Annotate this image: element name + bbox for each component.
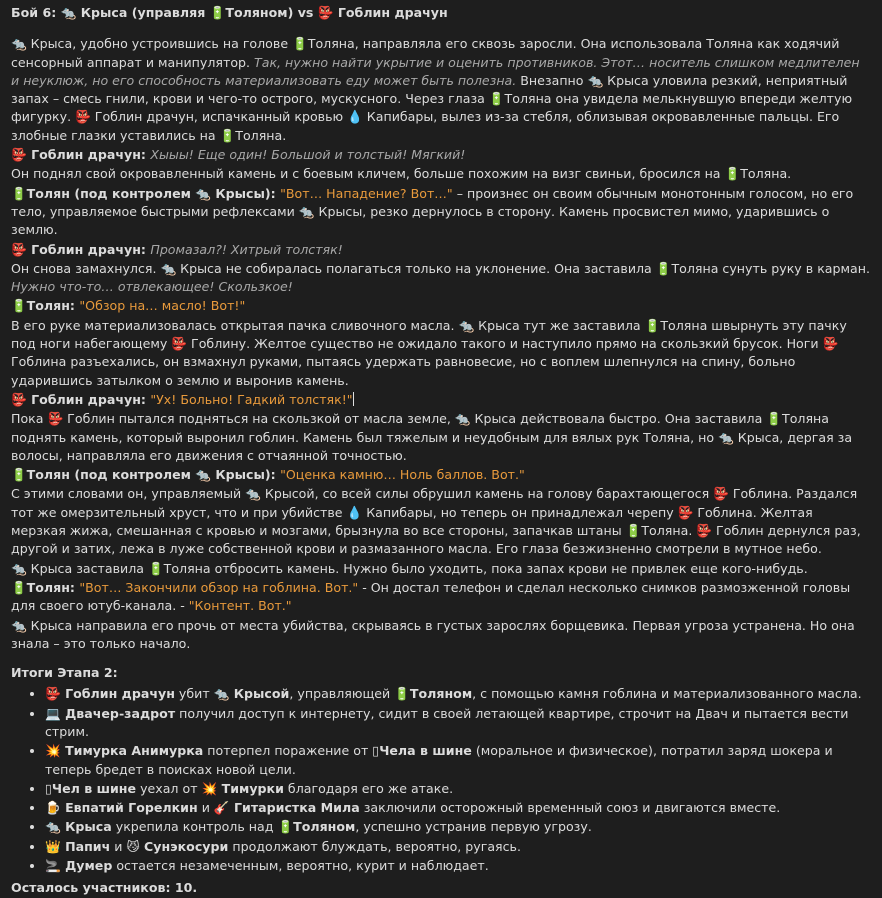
story-paragraph: [11, 185, 871, 240]
story-paragraph: [11, 391, 871, 409]
spoken-quote: "Вот… Нападение? Вот…": [280, 185, 453, 201]
story-paragraph: [11, 617, 871, 654]
story-paragraph: [11, 146, 871, 164]
participant-name: 💥 Тимурки: [201, 780, 284, 796]
narration-text: 🐀 Крыса, удобно устроившись на голове 🔋Толяна, направляла его сквозь заросли. Она использовала Толяна как ходячий сенсорный аппарат и манипулятор.: [11, 36, 840, 70]
summary-item: [45, 799, 871, 817]
spoken-quote: "Обзор на… масло! Вот!": [79, 298, 246, 314]
inner-thought: Хыыы! Еще один! Большой и толстый! Мягкий!: [150, 147, 466, 163]
participant-name: 🍺 Евпатий Горелкин: [45, 800, 198, 816]
inner-thought: Нужно что-то… отвлекающее! Скользкое!: [11, 279, 293, 295]
participant-name: ▯Чел в шине: [45, 780, 137, 796]
narration-text: Внезапно 🐀 Крыса уловила резкий, неприятный запах – смесь гнили, крови и чего-то острого, мускусного. Через глаза 🔋Толяна она увидела мелькнувшую впереди желтую фигурку. 👺 Гоблин драчун, испачканный кровью 💧 Капибары, вылез из-за стебля, облизывая окровавленные пальцы. Его злобные глазки уставились на 🔋Толяна.: [11, 72, 853, 143]
speaker-label: 🔋Толян:: [11, 298, 80, 314]
speaker-label: 🔋Толян (под контролем 🐀 Крысы):: [11, 185, 281, 201]
story-paragraph: [11, 485, 871, 558]
remaining-participants: Осталось участников: 10.: [11, 880, 198, 896]
summary-text: , управляющей: [289, 686, 395, 702]
speaker-label: 👺 Гоблин драчун:: [11, 147, 151, 163]
summary-text: получил доступ к интернету, сидит в своей летающей квартире, строчит на Двач и пытается вести стрим.: [45, 705, 849, 739]
participant-name: 🐀 Крыса: [45, 819, 112, 835]
spoken-quote: "Контент. Вот.": [188, 598, 292, 614]
spoken-quote: "Оценка камню… Ноль баллов. Вот.": [280, 467, 525, 483]
battle-title: Бой 6: 🐀 Крыса (управляя 🔋Толяном) vs 👺 Гоблин драчун: [11, 5, 448, 20]
inner-thought: Промазал?! Хитрый толстяк!: [150, 241, 343, 257]
summary-item: [45, 818, 871, 836]
story-paragraph: [11, 560, 871, 578]
story-paragraph: [11, 241, 871, 259]
speaker-label: 👺 Гоблин драчун:: [11, 391, 151, 407]
summary-title: Итоги Этапа 2:: [11, 665, 118, 681]
narration-text: – произнес он своим обычным монотонным голосом, но его тело, управляемое быстрыми рефлексами 🐀 Крысы, резко дернулось в сторону. Камень просвистел мимо, ударившись о землю.: [11, 185, 854, 238]
text-cursor: [353, 392, 354, 406]
story-paragraph: [11, 317, 871, 390]
story-paragraph: [11, 35, 871, 145]
story-paragraph: [11, 165, 871, 183]
summary-item: [45, 780, 871, 798]
summary-text: , успешно устранив первую угрозу.: [355, 819, 592, 835]
summary-text: и: [197, 800, 214, 816]
spoken-quote: "Вот… Закончили обзор на гоблина. Вот.": [79, 579, 359, 595]
summary-item: [45, 838, 871, 856]
participant-name: 🎸 Гитаристка Мила: [213, 800, 360, 816]
summary-item: [45, 742, 871, 779]
summary-text: потерпел поражение от: [203, 743, 373, 759]
speaker-label: 🔋Толян (под контролем 🐀 Крысы):: [11, 467, 281, 483]
participant-name: 🔋Толяном: [277, 819, 356, 835]
narration-text: 🐀 Крыса направила его прочь от места убийства, скрываясь в густых зарослях борщевика. Первая угроза устранена. Но она знала – это только начало.: [11, 617, 855, 651]
story-text: [11, 35, 871, 653]
summary-item: [45, 857, 871, 875]
participant-name: 😼 Сунэкосури: [126, 838, 229, 854]
summary-text: и: [110, 838, 127, 854]
story-paragraph: [11, 297, 871, 315]
narration-text: С этими словами он, управляемый 🐀 Крысой, со всей силы обрушил камень на голову барахтающегося 👺 Гоблина. Раздался тот же омерзительный хруст, что и при убийстве 💧 Капибары, но теперь он принадлежал черепу 👺 Гоблина. Желтая мерзкая жижа, смешанная с кровью и мозгами, брызнула во все стороны, запачкав штаны 🔋Толяна. 👺 Гоблин дернулся раз, другой и затих, лежа в луже собственной крови и размазанного масла. Его глаза безжизненно смотрели в мутное небо.: [11, 486, 861, 557]
inner-thought: Так, нужно найти укрытие и оценить противников. Этот… носитель слишком медлителен и неуклюж, но его способность материализовать еду может быть полезна.: [11, 54, 860, 88]
narration-text: Пока 👺 Гоблин пытался подняться на скользкой от масла земле, 🐀 Крыса действовала быстро. Она заставила 🔋Толяна поднять камень, который выронил гоблин. Камень был тяжелым и неудобным для вялых рук Толяна, но 🐀 Крыса, дергая за волосы, направляла его движения с отчаянной точностью.: [11, 411, 853, 463]
summary-item: [45, 685, 871, 703]
summary-text: убит: [174, 686, 214, 702]
participant-name: 🐀 Крысой: [213, 686, 290, 702]
participant-name: 🚬 Думер: [45, 858, 113, 874]
summary-text: уехал от: [136, 780, 202, 796]
participant-name: 👑 Папич: [45, 838, 111, 854]
summary-text: заключили осторожный временный союз и двигаются вместе.: [359, 800, 781, 816]
participant-name: ▯Чела в шине: [372, 743, 472, 759]
spoken-quote: "Ух! Больно! Гадкий толстяк!": [150, 391, 353, 407]
narration-text: - Он достал телефон и сделал несколько снимков размозженной головы для своего ютуб-канала. -: [11, 579, 851, 614]
summary-text: укрепила контроль над: [111, 819, 278, 835]
narration-text: Он снова замахнулся. 🐀 Крыса не собиралась полагаться только на уклонение. Она заставила 🔋Толяна сунуть руку в карман.: [11, 260, 870, 276]
summary-list: [11, 685, 871, 875]
summary-text: продолжают блуждать, вероятно, ругаясь.: [228, 838, 521, 854]
summary-item: [45, 705, 871, 742]
participant-name: 💻 Двачер-задрот: [45, 705, 176, 721]
narration-text: В его руке материализовалась открытая пачка сливочного масла. 🐀 Крыса тут же заставила 🔋Толяна швырнуть эту пачку под ноги набегающему 👺 Гоблину. Желтое существо не ожидало такого и наступило прямо на скользкий брусок. Ноги 👺 Гоблина разъехались, он взмахнул руками, пытаясь удержать равновесие, но с воплем шлепнулся на спину, больно ударившись затылком о землю и выронив камень.: [11, 317, 847, 388]
story-paragraph: [11, 466, 871, 484]
story-paragraph: [11, 579, 871, 616]
participant-name: 🔋Толяном: [394, 686, 473, 702]
narration-text: 🐀 Крыса заставила 🔋Толяна отбросить камень. Нужно было уходить, пока запах крови не привлек еще кого-нибудь.: [11, 560, 808, 576]
participant-name: 💥 Тимурка Анимурка: [45, 743, 204, 759]
summary-text: остается незамеченным, вероятно, курит и наблюдает.: [112, 858, 489, 874]
narration-text: Он поднял свой окровавленный камень и с боевым кличем, больше похожим на визг свиньи, бросился на 🔋Толяна.: [11, 166, 792, 182]
summary-text: благодаря его же атаке.: [283, 780, 454, 796]
summary-text: , с помощью камня гоблина и материализованного масла.: [472, 686, 862, 702]
speaker-label: 👺 Гоблин драчун:: [11, 241, 151, 257]
summary-text: (моральное и физическое), потратил заряд шокера и теперь бредет в поисках новой цели.: [45, 743, 833, 777]
speaker-label: 🔋Толян:: [11, 579, 80, 595]
story-paragraph: [11, 410, 871, 465]
story-paragraph: [11, 260, 871, 297]
participant-name: 👺 Гоблин драчун: [45, 686, 175, 702]
